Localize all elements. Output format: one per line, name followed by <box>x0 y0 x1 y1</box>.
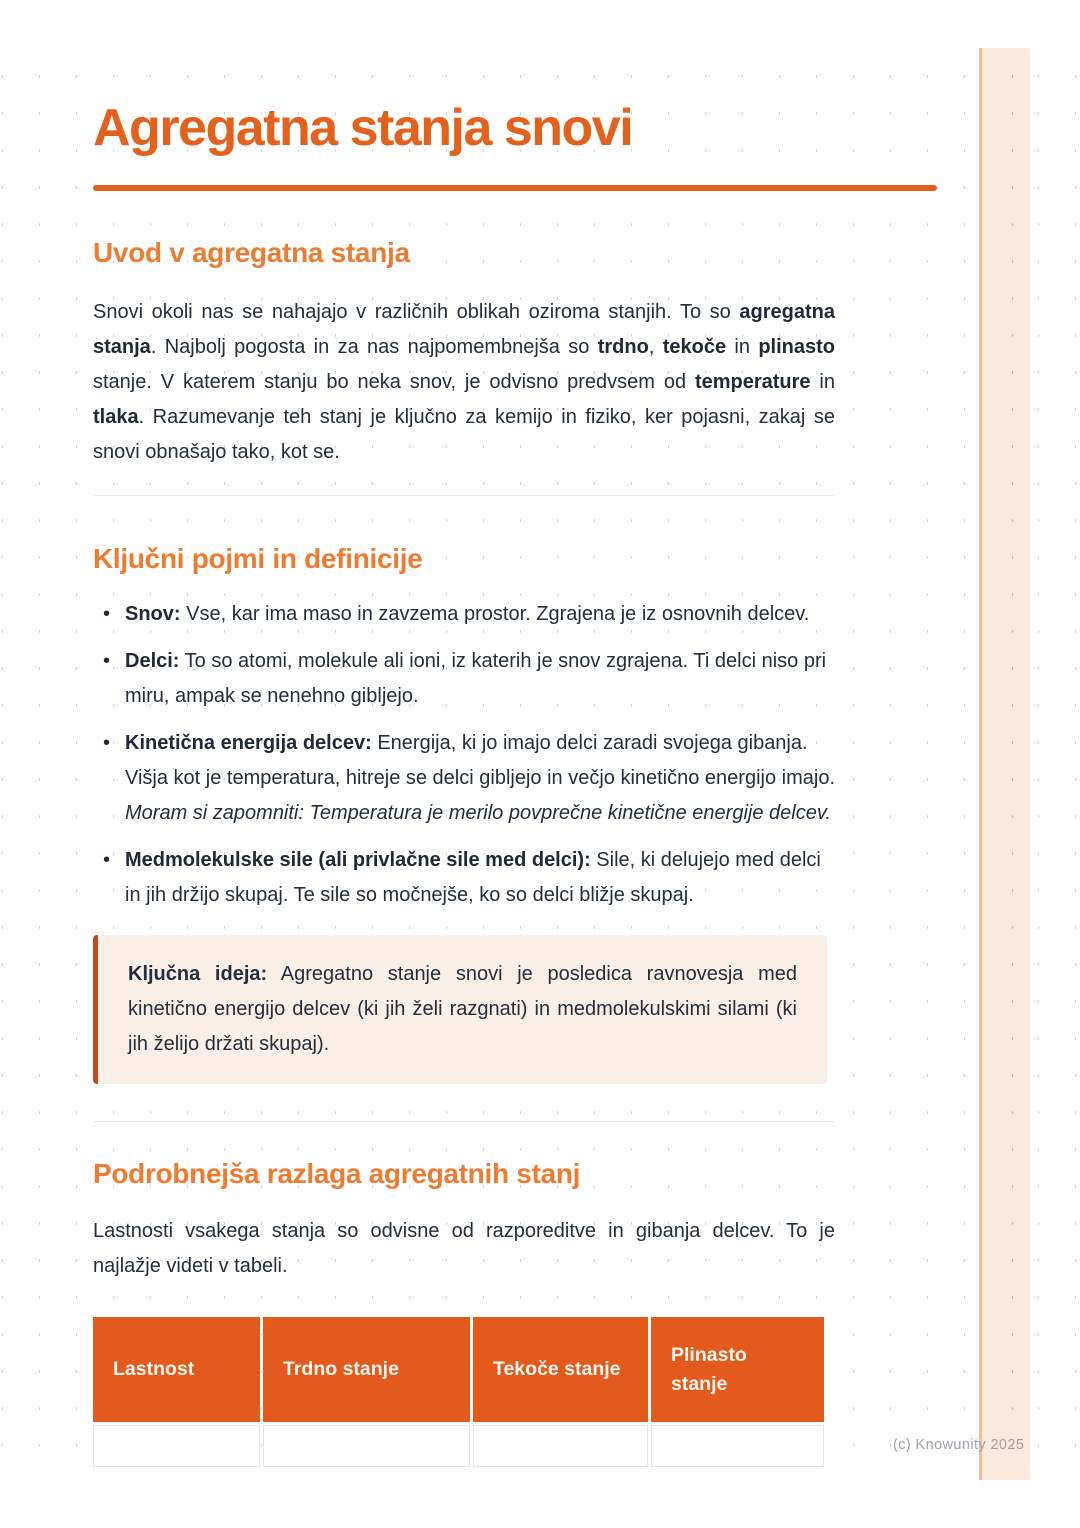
page-content <box>93 98 835 1470</box>
copyright-watermark: (c) Knowunity 2025 <box>893 1437 1025 1453</box>
table-cell <box>263 1425 470 1467</box>
table-cell <box>473 1425 648 1467</box>
list-item: • Kinetična energija delcev: Energija, ki jo imajo delci zaradi svojega gibanja. Višja kot je temperatura, hitreje se delci gibljejo in večjo kinetično energijo imajo. Moram si zapomniti: Temperatura je merilo povprečne kinetične energije delcev. <box>93 726 835 831</box>
section-heading-details: Podrobnejša razlaga agregatnih stanj <box>93 1158 581 1189</box>
table-header-trdno: Trdno stanje <box>263 1317 470 1422</box>
details-paragraph: Lastnosti vsakega stanja so odvisne od razporeditve in gibanja delcev. To je najlažje videti v tabeli. <box>93 1220 835 1277</box>
section-heading-definitions: Ključni pojmi in definicije <box>93 543 423 574</box>
table-cell <box>93 1425 260 1467</box>
callout-label: Ključna ideja: <box>128 963 268 985</box>
table-header-tekoce: Tekoče stanje <box>473 1317 648 1422</box>
title-underline-rule <box>93 185 937 191</box>
table-row <box>93 1425 824 1467</box>
list-item: • Snov: Vse, kar ima maso in zavzema prostor. Zgrajena je iz osnovnih delcev. <box>93 597 835 632</box>
callout-text: Agregatno stanje snovi je posledica ravnovesja med kinetično energijo delcev (ki jih želi razgnati) in medmolekulskimi silami (ki jih želijo držati skupaj). <box>128 963 797 1055</box>
list-item: • Medmolekulske sile (ali privlačne sile med delci): Sile, ki delujejo med delci in jih držijo skupaj. Te sile so močnejše, ko so delci bližje skupaj. <box>93 843 835 913</box>
right-margin-stripe <box>979 48 1030 1480</box>
table-header-row <box>93 1317 824 1422</box>
table-header-lastnost: Lastnost <box>93 1317 260 1422</box>
section-heading-intro: Uvod v agregatna stanja <box>93 237 410 268</box>
states-comparison-table <box>90 1314 827 1470</box>
key-idea-callout <box>93 935 827 1084</box>
section-divider <box>93 495 835 496</box>
page-title: Agregatna stanja snovi <box>93 99 633 157</box>
table-cell <box>651 1425 824 1467</box>
list-item: • Delci: To so atomi, molekule ali ioni, iz katerih je snov zgrajena. Ti delci niso pri miru, ampak se nenehno gibljejo. <box>93 644 835 714</box>
intro-paragraph: Snovi okoli nas se nahajajo v različnih oblikah oziroma stanjih. To so agregatna stanja. Najbolj pogosta in za nas najpomembnejša so trdno, tekoče in plinasto stanje. V katerem stanju bo neka snov, je odvisno predvsem od temperature in tlaka. Razumevanje teh stanj je ključno za kemijo in fiziko, ker pojasni, zakaj se snovi obnašajo tako, kot se. <box>93 301 835 463</box>
definitions-list <box>93 597 835 913</box>
table-header-plinasto: Plinasto stanje <box>651 1317 824 1422</box>
section-divider <box>93 1121 835 1122</box>
document-page <box>0 48 1080 1480</box>
